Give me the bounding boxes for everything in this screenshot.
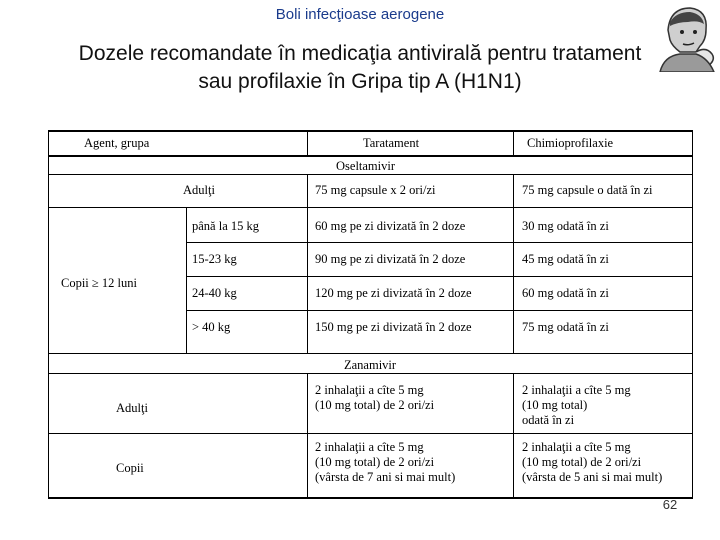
- table-rule: [513, 174, 514, 354]
- table-rule: [307, 130, 308, 155]
- thinking-man-icon: [650, 0, 720, 72]
- table-rule: [48, 353, 693, 354]
- treatment-dose: 150 mg pe zi divizată în 2 doze: [315, 320, 472, 334]
- table-rule: [48, 433, 693, 434]
- table-rule: [48, 373, 693, 374]
- zanamivir-children-prophylaxis: [522, 440, 662, 485]
- dose-line: (10 mg total) de 2 ori/zi: [315, 398, 435, 412]
- dose-line: (10 mg total) de 2 ori/zi: [522, 455, 642, 469]
- table-rule: [186, 242, 693, 243]
- dose-line: odată în zi: [522, 413, 575, 427]
- dose-line: 2 inhalaţii a cîte 5 mg: [522, 440, 631, 454]
- table-rule: [692, 130, 693, 498]
- weight-group: până la 15 kg: [192, 219, 259, 233]
- table-rule: [48, 207, 693, 208]
- zanamivir-adults-prophylaxis: [522, 383, 631, 428]
- page-number: 62: [662, 497, 678, 512]
- table-rule: [48, 130, 693, 132]
- weight-group: 15-23 kg: [192, 252, 237, 266]
- treatment-dose: 120 mg pe zi divizată în 2 doze: [315, 286, 472, 300]
- adults-label: Adulţi: [183, 183, 215, 197]
- table-rule: [48, 130, 49, 498]
- column-header-agent: Agent, grupa: [84, 136, 150, 150]
- table-rule: [186, 276, 693, 277]
- weight-group: 24-40 kg: [192, 286, 237, 300]
- table-rule: [307, 174, 308, 354]
- zanamivir-children-label: Copii: [116, 461, 144, 475]
- zanamivir-adults-label: Adulţi: [116, 401, 148, 415]
- dose-line: 2 inhalaţii a cîte 5 mg: [315, 440, 424, 454]
- table-rule: [186, 310, 693, 311]
- table-rule: [513, 130, 514, 155]
- drug-label-zanamivir: Zanamivir: [344, 358, 397, 372]
- children-label: Copii ≥ 12 luni: [61, 276, 137, 290]
- header-title: Boli infecţioase aerogene: [275, 6, 445, 23]
- dose-line: (10 mg total): [522, 398, 588, 412]
- column-header-treatment: Taratament: [363, 136, 420, 150]
- table-rule: [48, 174, 693, 175]
- page-title: Dozele recomandate în medicaţia antivirală pentru tratament sau profilaxie în Gripa tip A (H1N1): [78, 42, 642, 93]
- dose-line: 2 inhalaţii a cîte 5 mg: [522, 383, 631, 397]
- dose-line: (vârsta de 7 ani si mai mult): [315, 470, 456, 484]
- adults-prophylaxis: 75 mg capsule o dată în zi: [522, 183, 653, 197]
- treatment-dose: 60 mg pe zi divizată în 2 doze: [315, 219, 466, 233]
- table-rule: [513, 373, 514, 498]
- treatment-dose: 90 mg pe zi divizată în 2 doze: [315, 252, 466, 266]
- zanamivir-children-treatment: [315, 440, 455, 485]
- drug-label-oseltamivir: Oseltamivir: [336, 159, 396, 173]
- dose-line: (10 mg total) de 2 ori/zi: [315, 455, 435, 469]
- prophylaxis-dose: 45 mg odată în zi: [522, 252, 609, 266]
- prophylaxis-dose: 75 mg odată în zi: [522, 320, 609, 334]
- dose-line: 2 inhalaţii a cîte 5 mg: [315, 383, 424, 397]
- table-rule: [48, 497, 693, 499]
- zanamivir-adults-treatment: [315, 383, 434, 413]
- table-rule: [307, 373, 308, 498]
- column-header-prophylaxis: Chimioprofilaxie: [527, 136, 614, 150]
- weight-group: > 40 kg: [192, 320, 231, 334]
- table-rule: [48, 155, 693, 157]
- prophylaxis-dose: 30 mg odată în zi: [522, 219, 609, 233]
- adults-treatment: 75 mg capsule x 2 ori/zi: [315, 183, 436, 197]
- dose-line: (vârsta de 5 ani si mai mult): [522, 470, 663, 484]
- prophylaxis-dose: 60 mg odată în zi: [522, 286, 609, 300]
- table-rule: [186, 207, 187, 354]
